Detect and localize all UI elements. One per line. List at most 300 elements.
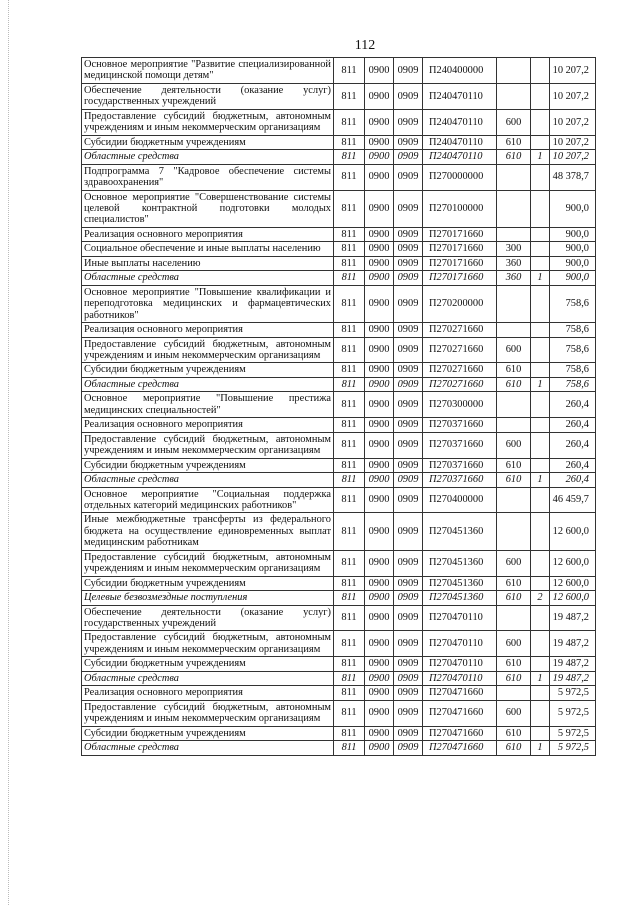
target-article-code: П270300000 bbox=[423, 392, 497, 418]
ministry-code: 811 bbox=[334, 418, 365, 432]
section-code: 0900 bbox=[365, 513, 394, 550]
section-code: 0900 bbox=[365, 741, 394, 755]
amount: 5 972,5 bbox=[550, 726, 596, 740]
row-name: Предоставление субсидий бюджетным, автономным учреждениям и иным некоммерческим организациям bbox=[82, 432, 334, 458]
table-row bbox=[82, 513, 596, 550]
amount: 19 487,2 bbox=[550, 671, 596, 685]
expense-type-code: 600 bbox=[497, 550, 531, 576]
section-code: 0900 bbox=[365, 686, 394, 700]
expense-type-code bbox=[497, 285, 531, 322]
ministry-code: 811 bbox=[334, 513, 365, 550]
table-row bbox=[82, 392, 596, 418]
target-article-code: П270470110 bbox=[423, 631, 497, 657]
table-row bbox=[82, 83, 596, 109]
amount: 758,6 bbox=[550, 337, 596, 363]
table-row bbox=[82, 487, 596, 513]
expense-type-code bbox=[497, 392, 531, 418]
table-row bbox=[82, 550, 596, 576]
section-code: 0900 bbox=[365, 190, 394, 227]
amount: 48 378,7 bbox=[550, 164, 596, 190]
ministry-code: 811 bbox=[334, 605, 365, 631]
table-row bbox=[82, 190, 596, 227]
subsection-code: 0909 bbox=[394, 150, 423, 164]
amount: 260,4 bbox=[550, 392, 596, 418]
amount: 260,4 bbox=[550, 458, 596, 472]
expense-type-code bbox=[497, 190, 531, 227]
table-row bbox=[82, 135, 596, 149]
row-name: Областные средства bbox=[82, 741, 334, 755]
section-code: 0900 bbox=[365, 671, 394, 685]
row-name: Предоставление субсидий бюджетным, автономным учреждениям и иным некоммерческим организациям bbox=[82, 550, 334, 576]
funding-source-code: 1 bbox=[531, 741, 550, 755]
funding-source-code bbox=[531, 227, 550, 241]
funding-source-code bbox=[531, 605, 550, 631]
funding-source-code bbox=[531, 576, 550, 590]
amount: 5 972,5 bbox=[550, 700, 596, 726]
amount: 12 600,0 bbox=[550, 591, 596, 605]
subsection-code: 0909 bbox=[394, 242, 423, 256]
expense-type-code: 610 bbox=[497, 657, 531, 671]
expense-type-code: 600 bbox=[497, 631, 531, 657]
row-name: Основное мероприятие "Социальная поддержка отдельных категорий медицинских работников" bbox=[82, 487, 334, 513]
expense-type-code bbox=[497, 323, 531, 337]
target-article-code: П270171660 bbox=[423, 256, 497, 270]
section-code: 0900 bbox=[365, 109, 394, 135]
ministry-code: 811 bbox=[334, 227, 365, 241]
section-code: 0900 bbox=[365, 418, 394, 432]
amount: 260,4 bbox=[550, 418, 596, 432]
row-name: Субсидии бюджетным учреждениям bbox=[82, 363, 334, 377]
row-name: Основное мероприятие "Повышение квалификации и переподготовка медицинских и фармацевтических работников" bbox=[82, 285, 334, 322]
table-row bbox=[82, 741, 596, 755]
table-row bbox=[82, 363, 596, 377]
subsection-code: 0909 bbox=[394, 473, 423, 487]
subsection-code: 0909 bbox=[394, 337, 423, 363]
ministry-code: 811 bbox=[334, 377, 365, 391]
table-row bbox=[82, 700, 596, 726]
ministry-code: 811 bbox=[334, 242, 365, 256]
table-row bbox=[82, 631, 596, 657]
funding-source-code bbox=[531, 256, 550, 270]
expense-type-code: 610 bbox=[497, 591, 531, 605]
ministry-code: 811 bbox=[334, 109, 365, 135]
section-code: 0900 bbox=[365, 487, 394, 513]
expense-type-code: 360 bbox=[497, 256, 531, 270]
target-article-code: П270271660 bbox=[423, 377, 497, 391]
amount: 5 972,5 bbox=[550, 741, 596, 755]
row-name: Субсидии бюджетным учреждениям bbox=[82, 458, 334, 472]
ministry-code: 811 bbox=[334, 337, 365, 363]
subsection-code: 0909 bbox=[394, 458, 423, 472]
section-code: 0900 bbox=[365, 337, 394, 363]
section-code: 0900 bbox=[365, 150, 394, 164]
section-code: 0900 bbox=[365, 550, 394, 576]
target-article-code: П270371660 bbox=[423, 458, 497, 472]
row-name: Иные выплаты населению bbox=[82, 256, 334, 270]
amount: 900,0 bbox=[550, 190, 596, 227]
expense-type-code: 360 bbox=[497, 271, 531, 285]
expense-type-code bbox=[497, 418, 531, 432]
subsection-code: 0909 bbox=[394, 323, 423, 337]
ministry-code: 811 bbox=[334, 657, 365, 671]
subsection-code: 0909 bbox=[394, 700, 423, 726]
section-code: 0900 bbox=[365, 458, 394, 472]
subsection-code: 0909 bbox=[394, 271, 423, 285]
funding-source-code bbox=[531, 285, 550, 322]
row-name: Иные межбюджетные трансферты из федерального бюджета на осуществление единовременных выплат медицинским работникам bbox=[82, 513, 334, 550]
target-article-code: П270200000 bbox=[423, 285, 497, 322]
funding-source-code bbox=[531, 686, 550, 700]
amount: 900,0 bbox=[550, 242, 596, 256]
target-article-code: П270451360 bbox=[423, 591, 497, 605]
subsection-code: 0909 bbox=[394, 109, 423, 135]
subsection-code: 0909 bbox=[394, 631, 423, 657]
funding-source-code bbox=[531, 190, 550, 227]
target-article-code: П270470110 bbox=[423, 657, 497, 671]
ministry-code: 811 bbox=[334, 190, 365, 227]
target-article-code: П240470110 bbox=[423, 150, 497, 164]
section-code: 0900 bbox=[365, 323, 394, 337]
budget-table bbox=[81, 57, 596, 756]
section-code: 0900 bbox=[365, 576, 394, 590]
expense-type-code: 300 bbox=[497, 242, 531, 256]
expense-type-code: 610 bbox=[497, 377, 531, 391]
ministry-code: 811 bbox=[334, 700, 365, 726]
funding-source-code bbox=[531, 700, 550, 726]
ministry-code: 811 bbox=[334, 432, 365, 458]
expense-type-code: 610 bbox=[497, 671, 531, 685]
target-article-code: П270171660 bbox=[423, 242, 497, 256]
subsection-code: 0909 bbox=[394, 285, 423, 322]
subsection-code: 0909 bbox=[394, 550, 423, 576]
subsection-code: 0909 bbox=[394, 135, 423, 149]
section-code: 0900 bbox=[365, 631, 394, 657]
row-name: Основное мероприятие "Развитие специализированной медицинской помощи детям" bbox=[82, 58, 334, 84]
ministry-code: 811 bbox=[334, 631, 365, 657]
ministry-code: 811 bbox=[334, 487, 365, 513]
target-article-code: П270171660 bbox=[423, 271, 497, 285]
row-name: Предоставление субсидий бюджетным, автономным учреждениям и иным некоммерческим организациям bbox=[82, 631, 334, 657]
target-article-code: П270471660 bbox=[423, 726, 497, 740]
funding-source-code bbox=[531, 363, 550, 377]
table-row bbox=[82, 242, 596, 256]
subsection-code: 0909 bbox=[394, 227, 423, 241]
ministry-code: 811 bbox=[334, 741, 365, 755]
ministry-code: 811 bbox=[334, 135, 365, 149]
section-code: 0900 bbox=[365, 58, 394, 84]
amount: 10 207,2 bbox=[550, 150, 596, 164]
ministry-code: 811 bbox=[334, 576, 365, 590]
subsection-code: 0909 bbox=[394, 591, 423, 605]
funding-source-code bbox=[531, 109, 550, 135]
amount: 19 487,2 bbox=[550, 605, 596, 631]
subsection-code: 0909 bbox=[394, 363, 423, 377]
section-code: 0900 bbox=[365, 377, 394, 391]
target-article-code: П270171660 bbox=[423, 227, 497, 241]
funding-source-code: 1 bbox=[531, 377, 550, 391]
target-article-code: П270100000 bbox=[423, 190, 497, 227]
funding-source-code bbox=[531, 83, 550, 109]
subsection-code: 0909 bbox=[394, 671, 423, 685]
table-row bbox=[82, 458, 596, 472]
amount: 19 487,2 bbox=[550, 657, 596, 671]
ministry-code: 811 bbox=[334, 164, 365, 190]
row-name: Предоставление субсидий бюджетным, автономным учреждениям и иным некоммерческим организациям bbox=[82, 700, 334, 726]
table-row bbox=[82, 686, 596, 700]
table-row bbox=[82, 109, 596, 135]
ministry-code: 811 bbox=[334, 686, 365, 700]
subsection-code: 0909 bbox=[394, 657, 423, 671]
ministry-code: 811 bbox=[334, 271, 365, 285]
funding-source-code bbox=[531, 337, 550, 363]
row-name: Целевые безвозмездные поступления bbox=[82, 591, 334, 605]
subsection-code: 0909 bbox=[394, 605, 423, 631]
subsection-code: 0909 bbox=[394, 726, 423, 740]
expense-type-code bbox=[497, 58, 531, 84]
ministry-code: 811 bbox=[334, 363, 365, 377]
subsection-code: 0909 bbox=[394, 513, 423, 550]
target-article-code: П270371660 bbox=[423, 473, 497, 487]
table-row bbox=[82, 256, 596, 270]
table-row bbox=[82, 285, 596, 322]
target-article-code: П240470110 bbox=[423, 135, 497, 149]
section-code: 0900 bbox=[365, 392, 394, 418]
funding-source-code bbox=[531, 58, 550, 84]
funding-source-code bbox=[531, 392, 550, 418]
funding-source-code bbox=[531, 164, 550, 190]
section-code: 0900 bbox=[365, 726, 394, 740]
row-name: Субсидии бюджетным учреждениям bbox=[82, 726, 334, 740]
target-article-code: П270371660 bbox=[423, 432, 497, 458]
subsection-code: 0909 bbox=[394, 392, 423, 418]
target-article-code: П240400000 bbox=[423, 58, 497, 84]
expense-type-code: 610 bbox=[497, 576, 531, 590]
amount: 10 207,2 bbox=[550, 58, 596, 84]
expense-type-code bbox=[497, 227, 531, 241]
expense-type-code bbox=[497, 686, 531, 700]
target-article-code: П270470110 bbox=[423, 671, 497, 685]
ministry-code: 811 bbox=[334, 726, 365, 740]
ministry-code: 811 bbox=[334, 285, 365, 322]
expense-type-code: 600 bbox=[497, 109, 531, 135]
expense-type-code bbox=[497, 487, 531, 513]
ministry-code: 811 bbox=[334, 83, 365, 109]
funding-source-code: 1 bbox=[531, 671, 550, 685]
funding-source-code bbox=[531, 550, 550, 576]
table-row bbox=[82, 657, 596, 671]
target-article-code: П270471660 bbox=[423, 686, 497, 700]
row-name: Субсидии бюджетным учреждениям bbox=[82, 576, 334, 590]
table-row bbox=[82, 58, 596, 84]
expense-type-code bbox=[497, 83, 531, 109]
funding-source-code bbox=[531, 242, 550, 256]
table-row bbox=[82, 576, 596, 590]
subsection-code: 0909 bbox=[394, 58, 423, 84]
amount: 758,6 bbox=[550, 285, 596, 322]
subsection-code: 0909 bbox=[394, 377, 423, 391]
row-name: Социальное обеспечение и иные выплаты населению bbox=[82, 242, 334, 256]
scan-margin-line bbox=[8, 0, 10, 905]
amount: 900,0 bbox=[550, 227, 596, 241]
subsection-code: 0909 bbox=[394, 432, 423, 458]
funding-source-code: 2 bbox=[531, 591, 550, 605]
table-row bbox=[82, 150, 596, 164]
row-name: Основное мероприятие "Совершенствование системы целевой контрактной подготовки молодых специалистов" bbox=[82, 190, 334, 227]
funding-source-code bbox=[531, 726, 550, 740]
expense-type-code bbox=[497, 513, 531, 550]
target-article-code: П270471660 bbox=[423, 700, 497, 726]
subsection-code: 0909 bbox=[394, 741, 423, 755]
table-row bbox=[82, 418, 596, 432]
ministry-code: 811 bbox=[334, 458, 365, 472]
section-code: 0900 bbox=[365, 227, 394, 241]
ministry-code: 811 bbox=[334, 392, 365, 418]
row-name: Областные средства bbox=[82, 473, 334, 487]
funding-source-code bbox=[531, 135, 550, 149]
expense-type-code bbox=[497, 164, 531, 190]
table-row bbox=[82, 337, 596, 363]
funding-source-code bbox=[531, 418, 550, 432]
target-article-code: П270271660 bbox=[423, 323, 497, 337]
row-name: Областные средства bbox=[82, 377, 334, 391]
target-article-code: П270400000 bbox=[423, 487, 497, 513]
funding-source-code bbox=[531, 432, 550, 458]
target-article-code: П270371660 bbox=[423, 418, 497, 432]
target-article-code: П270451360 bbox=[423, 513, 497, 550]
amount: 5 972,5 bbox=[550, 686, 596, 700]
subsection-code: 0909 bbox=[394, 256, 423, 270]
amount: 10 207,2 bbox=[550, 109, 596, 135]
table-row bbox=[82, 432, 596, 458]
funding-source-code bbox=[531, 631, 550, 657]
expense-type-code: 610 bbox=[497, 135, 531, 149]
row-name: Реализация основного мероприятия bbox=[82, 227, 334, 241]
section-code: 0900 bbox=[365, 363, 394, 377]
row-name: Предоставление субсидий бюджетным, автономным учреждениям и иным некоммерческим организациям bbox=[82, 337, 334, 363]
target-article-code: П270470110 bbox=[423, 605, 497, 631]
funding-source-code bbox=[531, 487, 550, 513]
amount: 900,0 bbox=[550, 271, 596, 285]
ministry-code: 811 bbox=[334, 58, 365, 84]
section-code: 0900 bbox=[365, 164, 394, 190]
table-row bbox=[82, 271, 596, 285]
funding-source-code bbox=[531, 458, 550, 472]
row-name: Подпрограмма 7 "Кадровое обеспечение системы здравоохранения" bbox=[82, 164, 334, 190]
target-article-code: П240470110 bbox=[423, 109, 497, 135]
subsection-code: 0909 bbox=[394, 487, 423, 513]
section-code: 0900 bbox=[365, 473, 394, 487]
amount: 758,6 bbox=[550, 377, 596, 391]
expense-type-code: 610 bbox=[497, 363, 531, 377]
subsection-code: 0909 bbox=[394, 418, 423, 432]
table-row bbox=[82, 323, 596, 337]
section-code: 0900 bbox=[365, 135, 394, 149]
funding-source-code: 1 bbox=[531, 150, 550, 164]
section-code: 0900 bbox=[365, 256, 394, 270]
target-article-code: П270000000 bbox=[423, 164, 497, 190]
row-name: Субсидии бюджетным учреждениям bbox=[82, 657, 334, 671]
row-name: Субсидии бюджетным учреждениям bbox=[82, 135, 334, 149]
amount: 46 459,7 bbox=[550, 487, 596, 513]
funding-source-code bbox=[531, 513, 550, 550]
target-article-code: П270451360 bbox=[423, 550, 497, 576]
table-row bbox=[82, 671, 596, 685]
funding-source-code bbox=[531, 657, 550, 671]
section-code: 0900 bbox=[365, 432, 394, 458]
row-name: Обеспечение деятельности (оказание услуг) государственных учреждений bbox=[82, 605, 334, 631]
amount: 12 600,0 bbox=[550, 513, 596, 550]
section-code: 0900 bbox=[365, 242, 394, 256]
amount: 758,6 bbox=[550, 363, 596, 377]
amount: 12 600,0 bbox=[550, 550, 596, 576]
funding-source-code bbox=[531, 323, 550, 337]
amount: 260,4 bbox=[550, 473, 596, 487]
row-name: Обеспечение деятельности (оказание услуг) государственных учреждений bbox=[82, 83, 334, 109]
amount: 19 487,2 bbox=[550, 631, 596, 657]
page-number: 112 bbox=[354, 38, 376, 53]
target-article-code: П270471660 bbox=[423, 741, 497, 755]
amount: 12 600,0 bbox=[550, 576, 596, 590]
subsection-code: 0909 bbox=[394, 83, 423, 109]
row-name: Областные средства bbox=[82, 671, 334, 685]
funding-source-code: 1 bbox=[531, 271, 550, 285]
row-name: Предоставление субсидий бюджетным, автономным учреждениям и иным некоммерческим организациям bbox=[82, 109, 334, 135]
expense-type-code bbox=[497, 605, 531, 631]
section-code: 0900 bbox=[365, 700, 394, 726]
table-row bbox=[82, 227, 596, 241]
subsection-code: 0909 bbox=[394, 686, 423, 700]
row-name: Областные средства bbox=[82, 271, 334, 285]
section-code: 0900 bbox=[365, 271, 394, 285]
ministry-code: 811 bbox=[334, 550, 365, 576]
target-article-code: П270451360 bbox=[423, 576, 497, 590]
expense-type-code: 610 bbox=[497, 150, 531, 164]
row-name: Реализация основного мероприятия bbox=[82, 686, 334, 700]
section-code: 0900 bbox=[365, 83, 394, 109]
row-name: Основное мероприятие "Повышение престижа медицинских специальностей" bbox=[82, 392, 334, 418]
ministry-code: 811 bbox=[334, 323, 365, 337]
table-row bbox=[82, 726, 596, 740]
section-code: 0900 bbox=[365, 591, 394, 605]
expense-type-code: 600 bbox=[497, 432, 531, 458]
table-row bbox=[82, 473, 596, 487]
table-row bbox=[82, 591, 596, 605]
subsection-code: 0909 bbox=[394, 164, 423, 190]
subsection-code: 0909 bbox=[394, 190, 423, 227]
row-name: Областные средства bbox=[82, 150, 334, 164]
table-row bbox=[82, 164, 596, 190]
ministry-code: 811 bbox=[334, 150, 365, 164]
amount: 900,0 bbox=[550, 256, 596, 270]
expense-type-code: 610 bbox=[497, 741, 531, 755]
target-article-code: П270271660 bbox=[423, 363, 497, 377]
table-row bbox=[82, 377, 596, 391]
amount: 758,6 bbox=[550, 323, 596, 337]
expense-type-code: 600 bbox=[497, 700, 531, 726]
ministry-code: 811 bbox=[334, 256, 365, 270]
section-code: 0900 bbox=[365, 657, 394, 671]
table-row bbox=[82, 605, 596, 631]
expense-type-code: 600 bbox=[497, 337, 531, 363]
expense-type-code: 610 bbox=[497, 458, 531, 472]
section-code: 0900 bbox=[365, 285, 394, 322]
amount: 260,4 bbox=[550, 432, 596, 458]
expense-type-code: 610 bbox=[497, 726, 531, 740]
target-article-code: П240470110 bbox=[423, 83, 497, 109]
amount: 10 207,2 bbox=[550, 135, 596, 149]
target-article-code: П270271660 bbox=[423, 337, 497, 363]
row-name: Реализация основного мероприятия bbox=[82, 323, 334, 337]
